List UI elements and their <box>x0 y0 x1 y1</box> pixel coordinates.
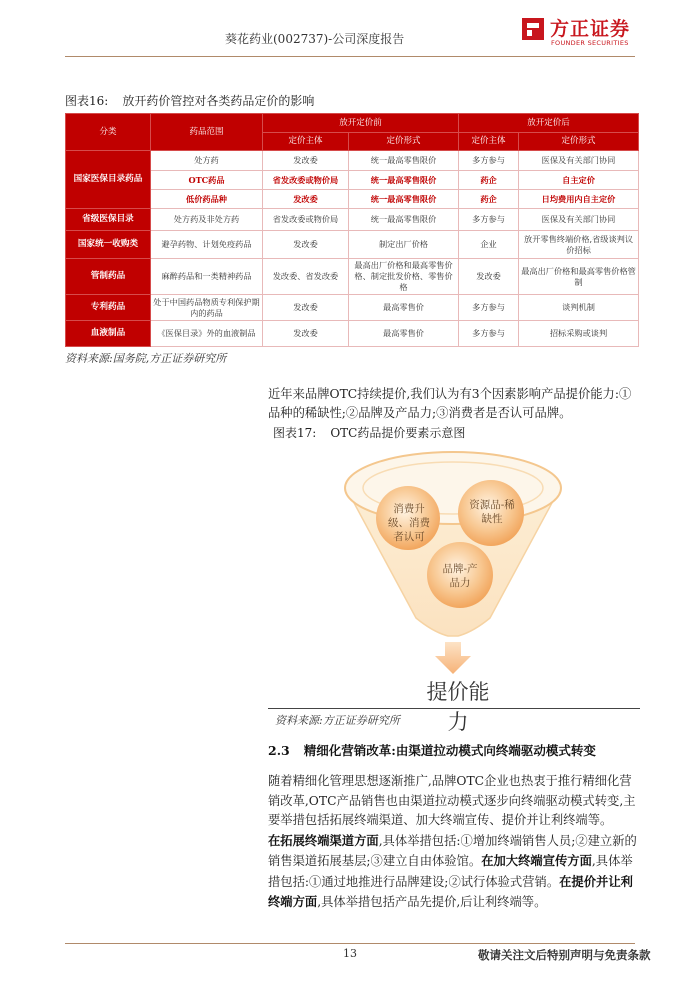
header-before-form: 定价形式 <box>349 133 459 151</box>
before-form-cell: 统一最高零售限价 <box>349 190 459 209</box>
header-before-subject: 定价主体 <box>263 133 349 151</box>
after-form-cell: 放开零售终端价格,省级谈判议价招标 <box>519 231 639 259</box>
before-subject-cell: 发改委 <box>263 321 349 347</box>
before-form-cell: 最高零售价 <box>349 321 459 347</box>
figure16-title: 放开药价管控对各类药品定价的影响 <box>122 94 315 108</box>
body-bold-text: 在加大终端宣传方面 <box>481 853 592 868</box>
figure17-source: 资料来源:方正证券研究所 <box>275 714 400 727</box>
figure16-caption <box>65 92 314 109</box>
before-subject-cell: 发改委 <box>263 190 349 209</box>
before-subject-cell: 发改委 <box>263 231 349 259</box>
figure17-title: OTC药品提价要素示意图 <box>330 426 466 440</box>
scope-cell: 处于中国药品物质专利保护期内的药品 <box>151 295 263 321</box>
before-form-cell: 统一最高零售限价 <box>349 171 459 190</box>
scope-cell: 《医保目录》外的血液制品 <box>151 321 263 347</box>
before-subject-cell: 省发改委或物价局 <box>263 209 349 231</box>
after-subject-cell: 多方参与 <box>459 209 519 231</box>
page-number: 13 <box>343 947 357 960</box>
scope-cell: 避孕药物、计划免疫药品 <box>151 231 263 259</box>
category-cell: 专利药品 <box>66 295 151 321</box>
after-form-cell: 谈判机制 <box>519 295 639 321</box>
after-form-cell: 招标采购或谈判 <box>519 321 639 347</box>
category-cell: 国家医保目录药品 <box>66 151 151 209</box>
down-arrow-icon <box>435 642 471 674</box>
table-row <box>66 231 639 259</box>
disclaimer-link[interactable]: 敬请关注文后特别声明与免责条款 <box>478 948 651 962</box>
table-row <box>66 151 639 171</box>
scope-cell: 低价药品种 <box>151 190 263 209</box>
section-number: 2.3 <box>268 743 290 758</box>
scope-cell: 麻醉药品和一类精神药品 <box>151 259 263 295</box>
after-subject-cell: 药企 <box>459 171 519 190</box>
circle-consumer-label: 消费升级、消费者认可 <box>388 503 430 543</box>
report-header-title: 葵花药业(002737)-公司深度报告 <box>225 32 405 46</box>
category-cell: 管制药品 <box>66 259 151 295</box>
category-cell: 血液制品 <box>66 321 151 347</box>
body-bold-text: 在拓展终端渠道方面 <box>268 832 379 848</box>
table-row <box>66 209 639 231</box>
after-subject-cell: 发改委 <box>459 259 519 295</box>
after-subject-cell: 药企 <box>459 190 519 209</box>
body-text: ,具体举措包括:①通过地推进行品牌建设;②试行体验式营销。 <box>268 854 633 889</box>
section-title: 精细化营销改革:由渠道拉动模式向终端驱动模式转变 <box>303 743 596 758</box>
after-subject-cell: 多方参与 <box>459 151 519 171</box>
body-text: ,具体举措包括:①增加终端销售人员;②建立新的销售渠道拓展基层;③建立自由体验馆。 <box>268 833 637 868</box>
header-category: 分类 <box>66 114 151 151</box>
before-subject-cell: 省发改委或物价局 <box>263 171 349 190</box>
header-divider <box>65 56 635 57</box>
body-bold-text: 在提价并让利终端方面 <box>268 873 633 909</box>
figure16-source: 资料来源:国务院,方正证券研究所 <box>65 352 227 365</box>
figure16-table-wrapper <box>65 113 638 347</box>
before-form-cell: 统一最高零售限价 <box>349 151 459 171</box>
body-text: 随着精细化管理思想逐渐推广,品牌OTC企业也热衷于推行精细化营销改革,OTC产品销售也由渠道拉动模式逐步向终端驱动模式转变,主要举措包括拓展终端渠道、加大终端宣传、提价并让利终端等。 <box>268 774 636 827</box>
table-row <box>66 190 639 209</box>
before-form-cell: 最高出厂价格和最高零售价格、制定批发价格、零售价格 <box>349 259 459 295</box>
figure17-caption <box>273 424 465 441</box>
scope-cell: 处方药及非处方药 <box>151 209 263 231</box>
figure16-number: 图表16: <box>65 94 109 108</box>
pricing-power-label: 提价能力 <box>426 680 490 734</box>
before-subject-cell: 发改委、省发改委 <box>263 259 349 295</box>
header-after-form: 定价形式 <box>519 133 639 151</box>
after-subject-cell: 多方参与 <box>459 295 519 321</box>
after-subject-cell: 多方参与 <box>459 321 519 347</box>
section-heading <box>268 741 596 759</box>
after-subject-cell: 企业 <box>459 231 519 259</box>
pricing-policy-table <box>65 113 639 347</box>
table-row <box>66 321 639 347</box>
before-subject-cell: 发改委 <box>263 295 349 321</box>
before-subject-cell: 发改委 <box>263 151 349 171</box>
category-cell: 国家统一收购类 <box>66 231 151 259</box>
after-form-cell: 自主定价 <box>519 171 639 190</box>
otc-price-paragraph: 近年来品牌OTC持续提价,我们认为有3个因素影响产品提价能力:①品种的稀缺性;②品牌及产品力;③消费者是否认可品牌。 <box>268 387 632 420</box>
category-cell: 省级医保目录 <box>66 209 151 231</box>
logo-mark-icon <box>520 16 546 42</box>
logo-text: 方正证券 <box>550 18 631 40</box>
table-row <box>66 295 639 321</box>
after-form-cell: 最高出厂价格和最高零售价格管制 <box>519 259 639 295</box>
footer-divider <box>65 943 635 944</box>
scope-cell: 处方药 <box>151 151 263 171</box>
before-form-cell: 最高零售价 <box>349 295 459 321</box>
after-form-cell: 日均费用内自主定价 <box>519 190 639 209</box>
logo-subtext: FOUNDER SECURITIES <box>551 39 629 47</box>
before-form-cell: 统一最高零售限价 <box>349 209 459 231</box>
after-form-cell: 医保及有关部门协同 <box>519 151 639 171</box>
header-scope: 药品范围 <box>151 114 263 151</box>
header-before: 放开定价前 <box>263 114 459 133</box>
header-after-subject: 定价主体 <box>459 133 519 151</box>
before-form-cell: 制定出厂价格 <box>349 231 459 259</box>
body-text: ,具体举措包括产品先提价,后让利终端等。 <box>317 895 547 909</box>
circle-brand-label: 品牌-产品力 <box>442 563 478 589</box>
table-row <box>66 259 639 295</box>
header-after: 放开定价后 <box>459 114 639 133</box>
figure17-number: 图表17: <box>273 426 317 440</box>
founder-securities-logo <box>520 14 630 54</box>
table-row <box>66 171 639 190</box>
circle-scarcity-label: 资源品-稀缺性 <box>469 499 515 525</box>
figure17-source-divider <box>268 708 640 709</box>
after-form-cell: 医保及有关部门协同 <box>519 209 639 231</box>
scope-cell: OTC药品 <box>151 171 263 190</box>
section-body <box>268 772 640 913</box>
